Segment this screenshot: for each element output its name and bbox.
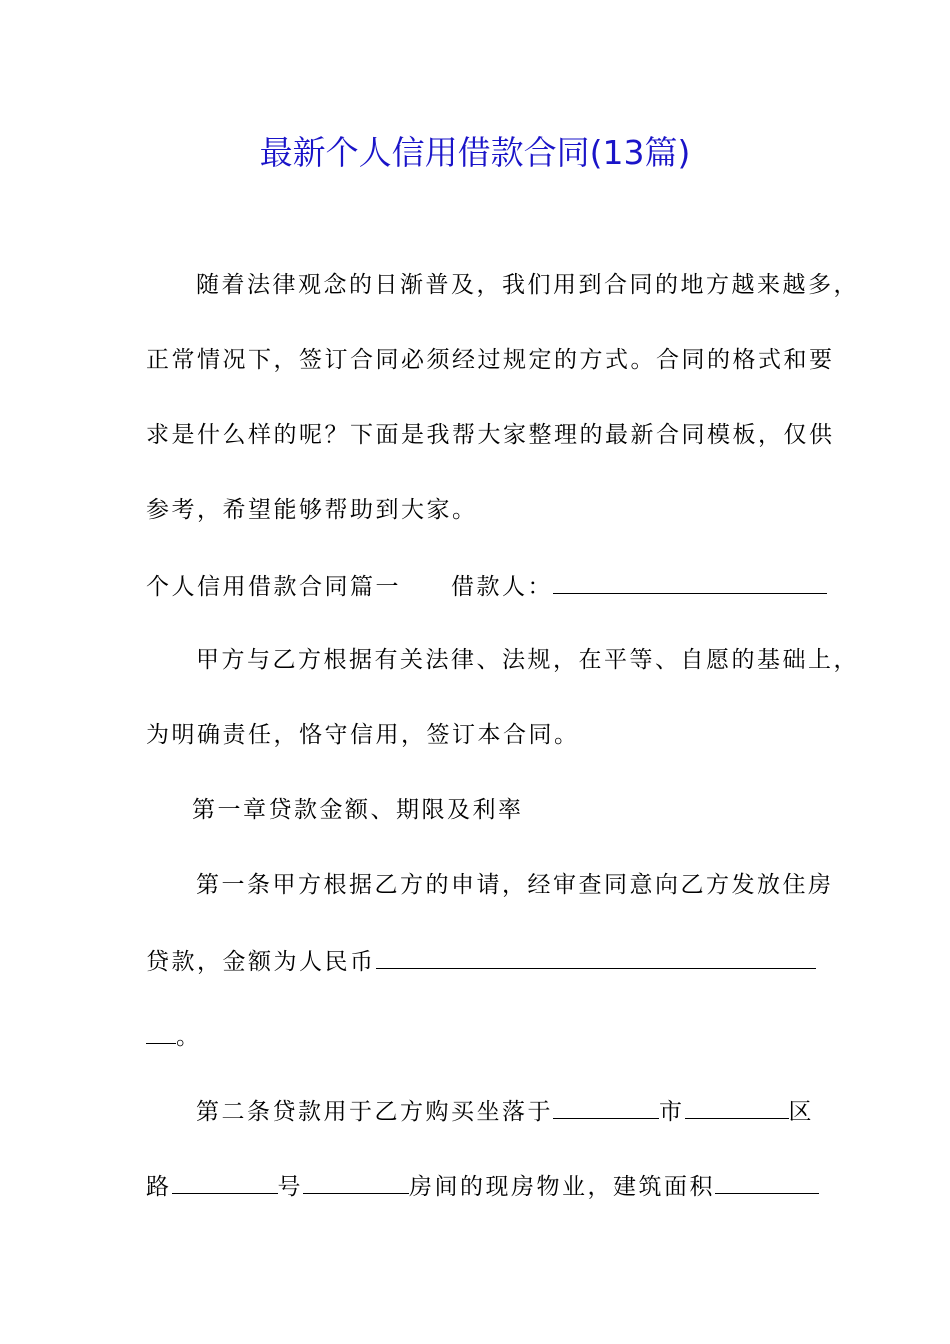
article1-line-3 (146, 1015, 202, 1057)
number-blank (303, 1165, 409, 1194)
intro-line-1: 随着法律观念的日渐普及，我们用到合同的地方越来越多， (196, 272, 859, 298)
article2-line-1 (196, 1090, 814, 1132)
article2-line-2 (146, 1165, 819, 1207)
area-blank (715, 1165, 819, 1194)
intro-line-3: 求是什么样的呢？下面是我帮大家整理的最新合同模板，仅供 (146, 422, 835, 448)
article2-location-label: 第二条贷款用于乙方购买坐落于 (196, 1099, 553, 1125)
district-blank (685, 1090, 789, 1119)
intro-line-4: 参考，希望能够帮助到大家。 (146, 497, 478, 523)
city-label: 市 (659, 1099, 685, 1125)
para1-line-2: 为明确责任，恪守信用，签订本合同。 (146, 722, 580, 748)
amount-blank (376, 940, 816, 969)
section-heading: 个人信用借款合同篇一 (146, 574, 401, 600)
article1-amount-label: 贷款，金额为人民币 (146, 949, 376, 975)
document-title: 最新个人信用借款合同(13篇) (259, 133, 691, 172)
road-label: 路 (146, 1174, 172, 1200)
borrower-label: 借款人： (451, 574, 553, 600)
road-blank (172, 1165, 278, 1194)
amount-blank-continued (146, 1015, 176, 1044)
city-blank (553, 1090, 659, 1119)
para1-line-1: 甲方与乙方根据有关法律、法规，在平等、自愿的基础上， (196, 647, 859, 673)
article1-period: 。 (176, 1024, 202, 1050)
section-heading-row (146, 565, 827, 607)
number-label: 号 (277, 1174, 303, 1200)
chapter-heading: 第一章贷款金额、期限及利率 (192, 797, 524, 823)
room-area-label: 房间的现房物业，建筑面积 (409, 1174, 715, 1200)
borrower-blank (553, 565, 827, 594)
intro-line-2: 正常情况下，签订合同必须经过规定的方式。合同的格式和要 (146, 347, 835, 373)
article1-line-2 (146, 940, 816, 982)
article1-line-1: 第一条甲方根据乙方的申请，经审查同意向乙方发放住房 (196, 872, 834, 898)
district-label: 区 (788, 1099, 814, 1125)
